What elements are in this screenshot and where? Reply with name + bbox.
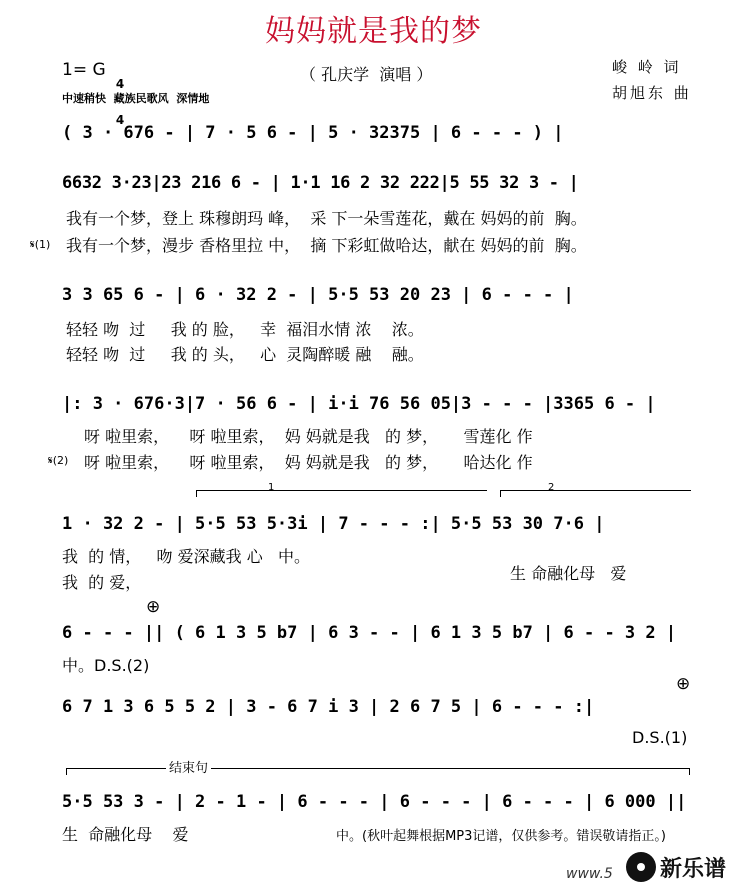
lyric-line-5a: 我 的 情， 吻 爱深藏我 心 中。	[62, 547, 310, 566]
logo-text: 新乐谱	[660, 857, 727, 882]
composer-credit: 胡旭东 曲	[612, 84, 692, 102]
volta-bracket-2	[500, 490, 691, 497]
notes-line-6: 6 - - - || ( 6 1 3 5 b7 | 6 3 - - | 6 1 3 5 b7 | 6 - - 3 2 |	[62, 623, 677, 643]
site-logo	[596, 848, 746, 888]
ending-label: 结束句	[166, 757, 211, 776]
tempo-marking: 中速稍快 藏族民歌风 深情地	[62, 92, 210, 105]
lyric-line-8: 生 命融化母 爱	[62, 825, 189, 844]
lyric-line-2b: 我有一个梦，漫步 香格里拉 中， 摘 下彩虹做哈达，献在 妈妈的前 胸。	[66, 236, 587, 255]
song-title: 妈妈就是我的梦	[265, 14, 482, 49]
notes-line-8: 5·5 53 3 - | 2 - 1 - | 6 - - - | 6 - - - | 6 - - - | 6 000 ||	[62, 792, 687, 812]
ds-marker-1: D.S.(1)	[632, 728, 688, 747]
volta-bracket-1	[196, 490, 487, 497]
ds-marker-2: 中。D.S.(2)	[62, 656, 150, 675]
time-signature-bottom: 4	[115, 113, 125, 127]
time-signature-top: 4	[115, 77, 125, 91]
lyric-line-4a: 呀 啦里索， 呀 啦里索， 妈 妈就是我 的 梦， 雪莲化 作	[84, 427, 533, 446]
volta-number-2: 2	[548, 482, 555, 493]
lyric-line-4b: 呀 啦里索， 呀 啦里索， 妈 妈就是我 的 梦， 哈达化 作	[84, 453, 533, 472]
ending-bracket	[66, 768, 690, 775]
lyric-line-2a: 我有一个梦，登上 珠穆朗玛 峰， 采 下一朵雪莲花，戴在 妈妈的前 胸。	[66, 209, 587, 228]
lyricist-credit: 峻 岭 词	[612, 58, 682, 76]
segno-marker-2: 𝄋(2)	[48, 454, 69, 467]
segno-marker-1: 𝄋(1)	[30, 238, 51, 251]
notes-line-5: 1 · 32 2 - | 5·5 53 5·3i | 7 - - - :| 5·5 53 30 7·6 |	[62, 514, 605, 534]
notes-line-2: 6632 3·23|23 216 6 - | 1·1 16 2 32 222|5 55 32 3 - |	[62, 173, 579, 193]
site-url: www.5	[566, 866, 613, 882]
singer-credit: （ 孔庆学 演唱 ）	[300, 65, 433, 84]
lyric-line-5b: 我 的 爱，	[62, 573, 142, 592]
transcription-note: 中。(秋叶起舞根据MP3记谱，仅供参考。错误敬请指正。)	[336, 829, 666, 844]
coda-sign-2: ⊕	[676, 674, 691, 694]
lyric-line-3b: 轻轻 吻 过 我 的 头， 心 灵陶醉暖 融 融。	[66, 345, 424, 364]
notes-line-1: ( 3 · 676 - | 7 · 5 6 - | 5 · 32375 | 6 - - - ) |	[62, 123, 564, 143]
lyric-line-3a: 轻轻 吻 过 我 的 脸， 幸 福泪水情 浓 浓。	[66, 320, 424, 339]
disc-icon	[626, 852, 656, 882]
coda-sign: ⊕	[146, 597, 161, 617]
notes-line-3: 3 3 65 6 - | 6 · 32 2 - | 5·5 53 20 23 | 6 - - - |	[62, 285, 574, 305]
notes-line-7: 6 7 1 3 6 5 5 2 | 3 - 6 7 i 3 | 2 6 7 5 | 6 - - - :|	[62, 697, 595, 717]
key-signature: 1= G	[62, 60, 106, 80]
volta-number-1: 1	[268, 482, 275, 493]
lyric-line-5-alt: 生 命融化母 爱	[510, 564, 627, 583]
notes-line-4: |: 3 · 676·3|7 · 56 6 - | i·i 76 56 05|3 - - - |3365 6 - |	[62, 394, 656, 414]
